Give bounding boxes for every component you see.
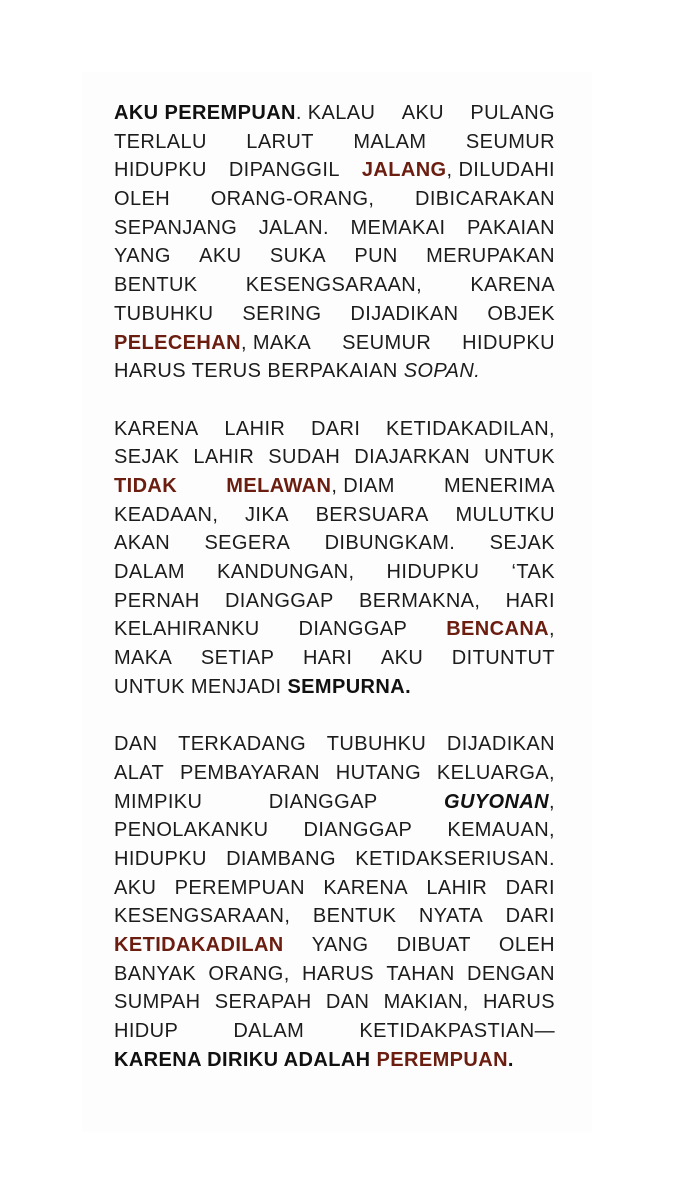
word-group — [316, 501, 429, 530]
word: , — [549, 790, 555, 813]
word-group — [217, 558, 354, 587]
word-group — [215, 988, 312, 1017]
word: DIANGGAP — [224, 589, 334, 612]
word-group — [426, 242, 555, 271]
word-group — [462, 329, 555, 358]
word-group — [490, 529, 555, 558]
word-group — [397, 931, 471, 960]
emphasized-word: SEMPURNA. — [287, 675, 412, 698]
highlighted-word: JALANG — [361, 159, 447, 182]
word-group — [483, 988, 555, 1017]
word: DITUNTUT — [451, 647, 555, 670]
word: AKU — [401, 102, 445, 124]
word: ‘TAK — [511, 561, 555, 583]
word-group — [446, 615, 555, 644]
word: DARI — [310, 417, 361, 440]
word-group — [226, 472, 395, 501]
emphasized-word: GUYONAN — [443, 790, 550, 813]
text-line — [114, 931, 555, 960]
word: KETIDAKADILAN, — [386, 417, 555, 440]
word-group — [444, 788, 555, 817]
word-group — [404, 357, 481, 386]
word-group — [466, 128, 555, 157]
word: NYATA — [418, 905, 484, 928]
word: SEGERA — [204, 532, 291, 555]
word-group — [211, 185, 375, 214]
word-group — [226, 845, 336, 874]
word-group — [114, 615, 260, 644]
word: BERMAKNA, — [358, 589, 481, 612]
word: UNTUK — [484, 446, 555, 469]
word-group — [377, 1046, 514, 1075]
word-group — [287, 673, 411, 702]
word: BENTUK — [312, 905, 397, 928]
word-group — [354, 443, 470, 472]
text-line — [114, 902, 555, 931]
word: SERAPAH — [214, 991, 312, 1014]
word-group — [114, 788, 202, 817]
text-line — [114, 529, 555, 558]
word: DIANGGAP — [268, 790, 378, 813]
word: KETIDAKSERIUSAN. — [355, 847, 555, 870]
word-group — [114, 214, 237, 243]
word-group — [467, 960, 555, 989]
word: HARUS TERUS BERPAKAIAN — [114, 360, 398, 383]
emphasized-word: . — [507, 1048, 514, 1071]
word-group — [470, 271, 555, 300]
word: PEREMPUAN — [174, 876, 305, 899]
word: MEMAKAI — [350, 216, 446, 239]
word: TERLALU — [114, 130, 207, 153]
word: AKU — [114, 876, 157, 899]
word: KARENA — [470, 274, 555, 297]
poem-text — [114, 99, 555, 1103]
word-group — [419, 902, 483, 931]
word: KESENGSARAAN, — [245, 274, 423, 297]
word: HARI — [505, 589, 555, 612]
word: SEPANJANG — [114, 216, 238, 239]
word-group — [208, 960, 289, 989]
word-group — [326, 988, 369, 1017]
word: SUKA — [269, 245, 326, 268]
word: DENGAN — [467, 962, 555, 985]
word: DIANGGAP — [303, 819, 413, 842]
text-line — [114, 960, 555, 989]
word: ORANG, — [208, 962, 290, 985]
word-group — [359, 1017, 555, 1046]
word: KARENA — [114, 417, 199, 440]
text-line — [114, 128, 555, 157]
text-line — [114, 329, 555, 358]
word: TUBUHKU — [114, 302, 214, 325]
word-group — [114, 99, 375, 128]
word: HIDUPKU — [386, 561, 480, 583]
word-group — [447, 816, 555, 845]
word: LARUT — [246, 130, 314, 153]
word: SUDAH — [268, 446, 341, 469]
highlighted-word: PELECEHAN — [114, 331, 241, 354]
word-group — [327, 730, 426, 759]
word: DIBUNGKAM. — [324, 532, 456, 555]
word-group — [302, 960, 374, 989]
word-group — [225, 587, 334, 616]
word: BANYAK — [114, 962, 197, 985]
word-group — [114, 587, 200, 616]
word-group — [384, 988, 469, 1017]
text-line — [114, 874, 555, 903]
text-line — [114, 644, 555, 673]
word-group — [386, 415, 555, 444]
word: DARI — [505, 876, 555, 899]
text-line — [114, 730, 555, 759]
word: , DIAM — [331, 474, 395, 497]
text-line — [114, 673, 555, 702]
word: PENOLAKANKU — [114, 819, 269, 842]
word-group — [484, 443, 555, 472]
word-group — [114, 185, 170, 214]
word: KETIDAKPASTIAN— — [359, 1020, 555, 1042]
word-group — [114, 271, 198, 300]
text-line — [114, 558, 555, 587]
word-group — [259, 214, 329, 243]
text-line — [114, 501, 555, 530]
word: MAKA — [114, 647, 173, 670]
word: DIPANGGIL — [228, 159, 340, 182]
text-line — [114, 443, 555, 472]
word-group — [313, 902, 397, 931]
word: TUBUHKU — [326, 733, 427, 756]
word: DARI — [505, 905, 555, 928]
word-group — [114, 472, 177, 501]
word-group — [325, 529, 456, 558]
word-group — [114, 329, 311, 358]
word-group — [487, 300, 555, 329]
word-group — [245, 501, 289, 530]
word: DIBUAT — [396, 933, 471, 956]
word-group — [350, 300, 458, 329]
word: PAKAIAN — [466, 216, 555, 239]
word: HIDUP — [114, 1020, 179, 1042]
word-group — [229, 156, 340, 185]
word: HARUS — [302, 962, 375, 985]
word: ORANG-ORANG, — [210, 188, 375, 211]
text-line — [114, 99, 555, 128]
highlighted-word: TIDAK — [114, 474, 178, 497]
word: BERSUARA — [315, 503, 429, 526]
word-group — [114, 759, 164, 788]
word-group — [114, 242, 171, 271]
word: DAN — [325, 991, 370, 1014]
word-group — [199, 242, 241, 271]
word: BENTUK — [114, 274, 198, 297]
word: HUTANG — [335, 761, 422, 784]
paragraph-1 — [114, 99, 555, 386]
text-line — [114, 816, 555, 845]
paragraph-2 — [114, 415, 555, 702]
word: KEMAUAN, — [447, 819, 555, 842]
word-group — [246, 271, 422, 300]
word-group — [114, 730, 157, 759]
word: OLEH — [114, 188, 171, 211]
word-group — [350, 214, 445, 243]
word-group — [312, 931, 369, 960]
highlighted-word: BENCANA — [446, 618, 550, 641]
highlighted-word: PEREMPUAN — [376, 1048, 508, 1071]
word-group — [362, 156, 555, 185]
word: UNTUK MENJADI — [114, 675, 282, 698]
word: DIAJARKAN — [354, 446, 471, 469]
text-line — [114, 214, 555, 243]
word: KEADAAN, — [114, 503, 219, 526]
emphasized-word: SOPAN. — [403, 360, 481, 383]
word: OBJEK — [487, 302, 555, 325]
word-group — [233, 1017, 304, 1046]
text-line — [114, 472, 555, 501]
word-group — [506, 587, 555, 616]
word: TERKADANG — [178, 733, 307, 756]
word-group — [269, 788, 378, 817]
word: AKU — [199, 245, 242, 268]
word: , DILUDAHI — [446, 159, 555, 182]
word-group — [178, 730, 306, 759]
word-group — [114, 443, 179, 472]
word: AKAN — [114, 532, 171, 555]
word-group — [444, 472, 555, 501]
word-group — [175, 874, 305, 903]
word-group — [311, 415, 360, 444]
word: JIKA — [245, 503, 289, 526]
word: PERNAH — [114, 589, 200, 612]
word: SEUMUR — [465, 130, 555, 153]
word: DALAM — [233, 1020, 305, 1042]
word: DAN — [114, 733, 158, 756]
word: KARENA — [323, 876, 408, 899]
word: SUMPAH — [114, 991, 201, 1014]
highlighted-word: KETIDAKADILAN — [114, 933, 284, 956]
word-group — [242, 300, 321, 329]
word-group — [303, 644, 352, 673]
word-group — [114, 529, 170, 558]
word-group — [246, 128, 314, 157]
word-group — [114, 156, 207, 185]
word-group — [452, 644, 555, 673]
word-group — [204, 529, 290, 558]
word-group — [114, 673, 281, 702]
word-group — [467, 214, 555, 243]
word-group — [381, 644, 423, 673]
word: , MAKA — [240, 331, 312, 354]
text-line — [114, 759, 555, 788]
word-group — [270, 242, 326, 271]
word: MERUPAKAN — [426, 245, 555, 268]
word: TAHAN — [386, 962, 455, 985]
word: HIDUPKU — [114, 847, 207, 870]
word: SEUMUR — [342, 331, 432, 354]
word-group — [437, 759, 555, 788]
word-group — [506, 874, 555, 903]
word-group — [180, 759, 320, 788]
text-line — [114, 156, 555, 185]
word: , — [549, 618, 555, 641]
text-line — [114, 271, 555, 300]
word: SEJAK — [114, 446, 180, 469]
word-group — [114, 1046, 371, 1075]
word-group — [114, 902, 290, 931]
word: KELAHIRANKU — [114, 618, 260, 641]
word: . KALAU — [295, 102, 376, 124]
word-group — [499, 931, 555, 960]
word: MALAM — [353, 130, 427, 153]
word: HARUS — [482, 991, 555, 1014]
word-group — [506, 902, 555, 931]
text-line — [114, 845, 555, 874]
word-group — [268, 443, 340, 472]
word: DIJADIKAN — [446, 733, 555, 756]
word-group — [114, 874, 156, 903]
word: DIAMBANG — [226, 847, 336, 870]
word: SETIAP — [200, 647, 275, 670]
word: KANDUNGAN, — [217, 561, 355, 583]
word-group — [426, 874, 487, 903]
word: HIDUPKU — [114, 159, 207, 182]
word: KELUARGA, — [436, 761, 555, 784]
word-group — [455, 501, 554, 530]
paragraph-3 — [114, 730, 555, 1074]
word: PULANG — [470, 102, 555, 124]
word: MIMPIKU — [114, 790, 203, 813]
word-group — [299, 615, 408, 644]
word: JALAN. — [258, 216, 329, 239]
word-group — [359, 587, 480, 616]
word-group — [201, 644, 275, 673]
word-group — [114, 1017, 178, 1046]
word: HARI — [302, 647, 353, 670]
word-group — [415, 185, 555, 214]
text-line — [114, 242, 555, 271]
word: KESENGSARAAN, — [114, 905, 291, 928]
word: MAKIAN, — [383, 991, 469, 1014]
word: LAHIR — [193, 446, 255, 469]
word: ALAT — [114, 761, 165, 784]
word-group — [512, 558, 555, 587]
text-line — [114, 300, 555, 329]
word-group — [355, 845, 555, 874]
word-group — [470, 99, 555, 128]
word-group — [114, 300, 213, 329]
word: DALAM — [114, 561, 185, 583]
text-line — [114, 615, 555, 644]
word-group — [114, 558, 185, 587]
word: DIANGGAP — [298, 618, 408, 641]
word-group — [114, 960, 196, 989]
word-group — [114, 415, 199, 444]
word-group — [114, 128, 207, 157]
word-group — [114, 931, 284, 960]
word: PEMBAYARAN — [179, 761, 320, 784]
word: SEJAK — [489, 532, 555, 555]
word-group — [114, 816, 268, 845]
word-group — [387, 558, 480, 587]
emphasized-word: KARENA DIRIKU ADALAH — [114, 1048, 371, 1071]
word: YANG — [311, 933, 369, 956]
text-line — [114, 415, 555, 444]
word-group — [353, 128, 426, 157]
word: LAHIR — [224, 417, 286, 440]
text-line — [114, 1046, 555, 1075]
word: PUN — [354, 245, 398, 268]
word-group — [193, 443, 254, 472]
word-group — [323, 874, 408, 903]
word-group — [336, 759, 421, 788]
word: MULUTKU — [455, 503, 555, 526]
word-group — [342, 329, 431, 358]
word: LAHIR — [426, 876, 488, 899]
text-line — [114, 1017, 555, 1046]
emphasized-word: AKU PEREMPUAN — [114, 102, 296, 124]
text-line — [114, 587, 555, 616]
word: AKU — [380, 647, 424, 670]
word: DIJADIKAN — [350, 302, 459, 325]
word: SERING — [242, 302, 322, 325]
word: DIBICARAKAN — [415, 188, 555, 211]
text-line — [114, 185, 555, 214]
word-group — [354, 242, 397, 271]
text-line — [114, 988, 555, 1017]
word: OLEH — [498, 933, 555, 956]
word-group — [386, 960, 454, 989]
word: HIDUPKU — [462, 331, 555, 354]
highlighted-word: MELAWAN — [226, 474, 332, 497]
word-group — [304, 816, 413, 845]
word-group — [114, 644, 172, 673]
word: MENERIMA — [444, 474, 555, 497]
text-line — [114, 357, 555, 386]
word: YANG — [114, 245, 171, 268]
text-line — [114, 788, 555, 817]
word-group — [114, 357, 398, 386]
word-group — [114, 501, 218, 530]
word-group — [402, 99, 444, 128]
word-group — [224, 415, 285, 444]
word-group — [114, 845, 207, 874]
word-group — [114, 988, 200, 1017]
word-group — [447, 730, 555, 759]
